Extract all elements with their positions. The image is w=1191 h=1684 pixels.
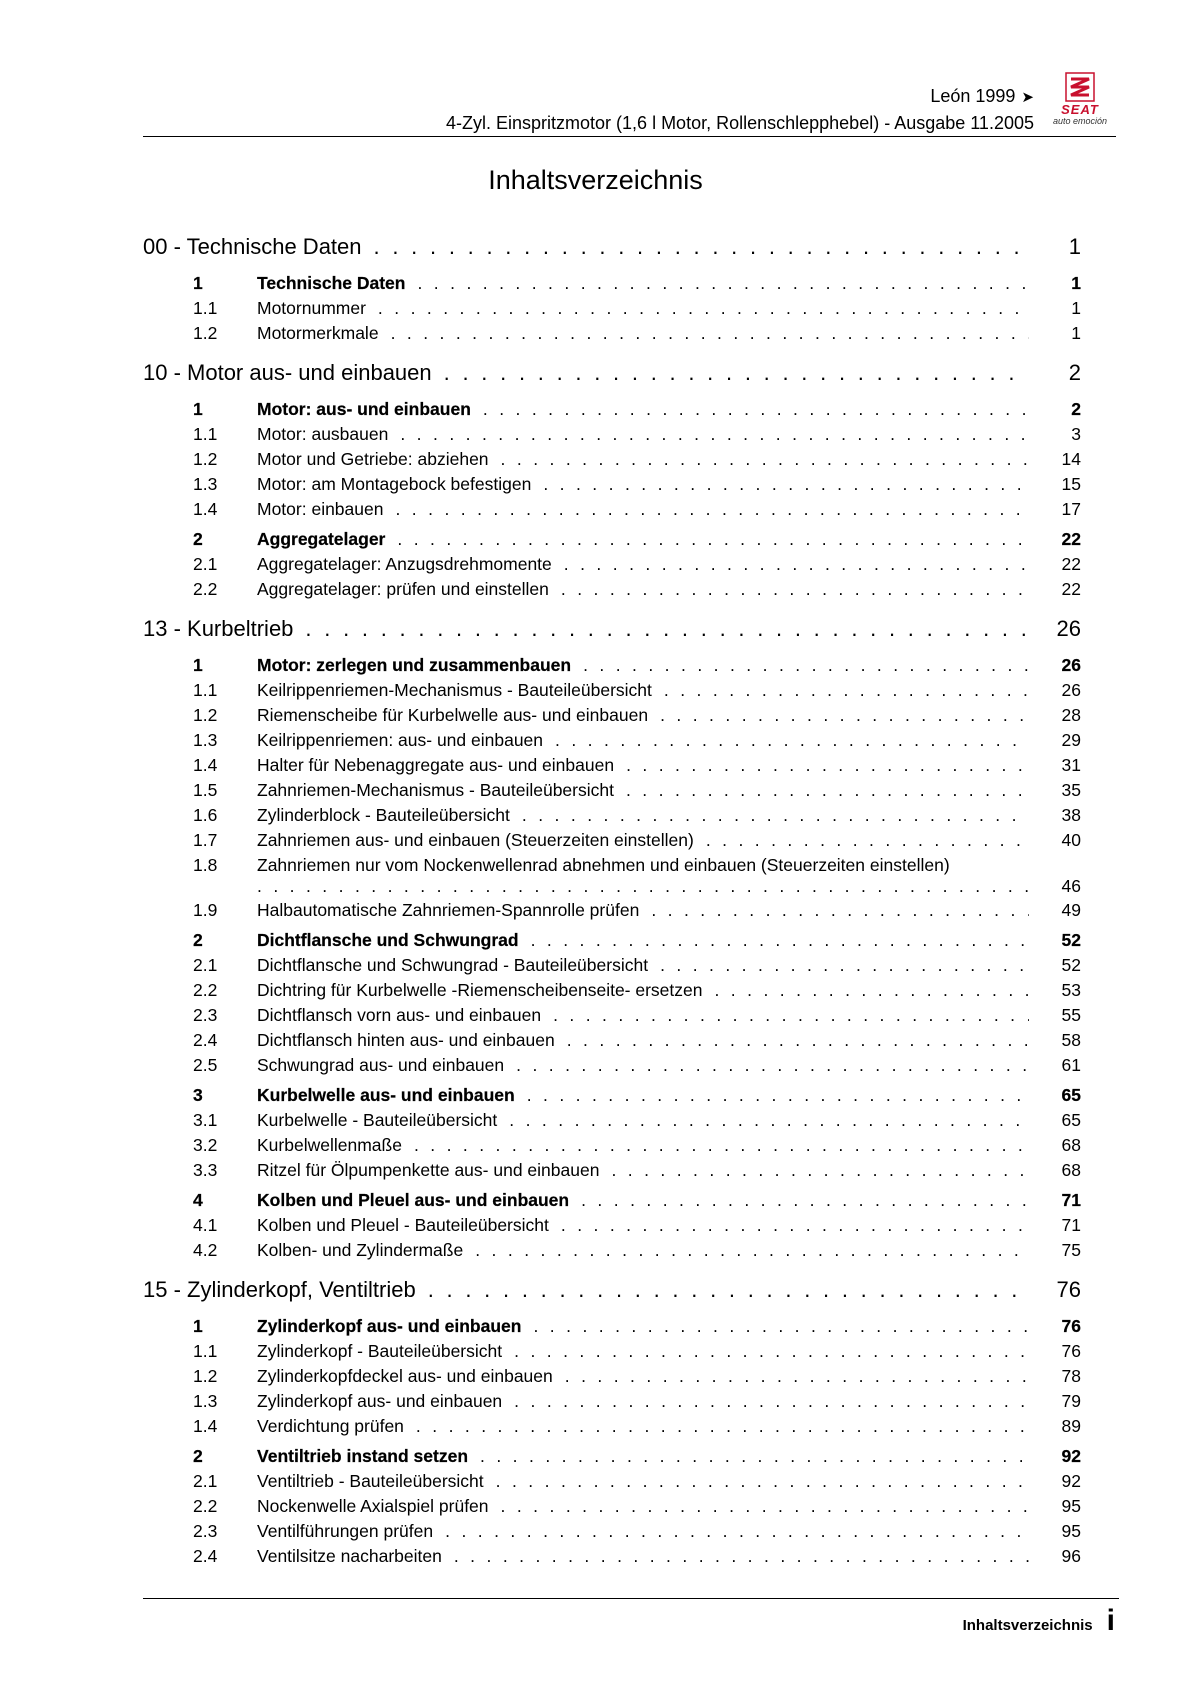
leader-dots [397, 529, 1029, 550]
toc-entry-row[interactable] [143, 1160, 1081, 1185]
entry-title: Ventilführungen prüfen [257, 1521, 434, 1541]
page-number: 53 [1061, 980, 1081, 1000]
leader-dots [561, 1215, 1029, 1236]
page-number: 2 [1068, 360, 1081, 385]
entry-number: 1.4 [193, 755, 218, 775]
toc-chapter-row[interactable] [143, 655, 1081, 680]
toc-entry-row[interactable] [143, 1215, 1081, 1240]
leader-dots [483, 399, 1029, 420]
toc-entry-row[interactable] [143, 499, 1081, 524]
toc-entry-row[interactable] [143, 730, 1081, 755]
page-number: 1 [1071, 298, 1081, 318]
page-number: 58 [1061, 1030, 1081, 1050]
entry-title: Ventiltrieb - Bauteileübersicht [257, 1471, 484, 1491]
entry-number: 1.1 [193, 1341, 218, 1361]
entry-title: Motor: ausbauen [257, 424, 389, 444]
chapter-title: Kolben und Pleuel aus- und einbauen [257, 1190, 570, 1210]
leader-dots [417, 273, 1029, 294]
page-number: 26 [1061, 655, 1081, 675]
entry-number: 2.1 [193, 1471, 218, 1491]
entry-number: 1.5 [193, 780, 218, 800]
leader-dots [564, 554, 1029, 575]
toc-entry-row[interactable] [143, 1240, 1081, 1265]
page-number: 76 [1061, 1341, 1081, 1361]
entry-number: 1.2 [193, 1366, 218, 1386]
leader-dots [475, 1240, 1029, 1261]
leader-dots [706, 830, 1029, 851]
page-number: 55 [1061, 1005, 1081, 1025]
toc-chapter-row[interactable] [143, 930, 1081, 955]
leader-dots [454, 1546, 1029, 1567]
page-footer [963, 1604, 1115, 1638]
leader-dots [561, 579, 1029, 600]
entry-title: Kurbelwelle - Bauteileübersicht [257, 1110, 498, 1130]
page-number: 22 [1061, 554, 1081, 574]
leader-dots [555, 730, 1029, 751]
leader-dots [533, 1316, 1029, 1337]
entry-title: Dichtflansch hinten aus- und einbauen [257, 1030, 555, 1050]
entry-number: 1.1 [193, 680, 218, 700]
leader-dots [374, 234, 1029, 260]
entry-number: 1.3 [193, 1391, 218, 1411]
leader-dots [611, 1160, 1029, 1181]
page-number: 76 [1056, 1277, 1081, 1302]
entry-title: Aggregatelager: Anzugsdrehmomente [257, 554, 552, 574]
entry-title: Dichtflansche und Schwungrad - Bauteileübersicht [257, 955, 649, 975]
toc-entry-row[interactable] [143, 855, 1081, 900]
toc-chapter-row[interactable] [143, 1190, 1081, 1215]
entry-title: Zylinderkopf aus- und einbauen [257, 1391, 503, 1411]
page-number: 65 [1061, 1110, 1081, 1130]
entry-title: Aggregatelager: prüfen und einstellen [257, 579, 549, 599]
page-number: 31 [1061, 755, 1081, 775]
page-number: 46 [1061, 876, 1081, 896]
entry-title: Motornummer [257, 298, 366, 318]
page-number: 22 [1061, 579, 1081, 599]
page-number: 15 [1061, 474, 1081, 494]
entry-title: Dichtring für Kurbelwelle -Riemenscheibenseite- ersetzen [257, 980, 703, 1000]
toc-entry-row[interactable] [143, 1496, 1081, 1521]
leader-dots [714, 980, 1029, 1001]
leader-dots [543, 474, 1029, 495]
leader-dots [626, 780, 1029, 801]
seat-logo [1044, 72, 1116, 128]
page-title: Inhaltsverzeichnis [488, 165, 703, 195]
entry-number: 2.3 [193, 1521, 218, 1541]
leader-dots [395, 499, 1029, 520]
chapter-number: 2 [193, 1446, 203, 1466]
leader-dots [400, 424, 1029, 445]
entry-number: 1.4 [193, 1416, 218, 1436]
entry-number: 4.2 [193, 1240, 218, 1260]
entry-title: Keilrippenriemen-Mechanismus - Bauteileübersicht [257, 680, 652, 700]
page-number: 79 [1061, 1391, 1081, 1411]
entry-title: Motormerkmale [257, 323, 379, 343]
page-number: 65 [1061, 1085, 1081, 1105]
toc-section-row[interactable] [143, 1277, 1081, 1311]
entry-number: 1.3 [193, 730, 218, 750]
toc-entry-row[interactable] [143, 805, 1081, 830]
toc-entry-row[interactable] [143, 323, 1081, 348]
page-number: 68 [1061, 1160, 1081, 1180]
toc-entry-row[interactable] [143, 830, 1081, 855]
toc-entry-row[interactable] [143, 554, 1081, 579]
entry-number: 1.2 [193, 323, 218, 343]
toc-entry-row[interactable] [143, 1521, 1081, 1546]
chapter-number: 1 [193, 399, 203, 419]
toc-entry-row[interactable] [143, 1391, 1081, 1416]
header-model-text: León 1999 [930, 86, 1016, 106]
toc-section [143, 1277, 1081, 1571]
entry-title: Halter für Nebenaggregate aus- und einbauen [257, 755, 615, 775]
entry-title: Kolben- und Zylindermaße [257, 1240, 464, 1260]
leader-dots [514, 1391, 1029, 1412]
entry-title: Zahnriemen aus- und einbauen (Steuerzeiten einstellen) [257, 830, 694, 850]
chapter-number: 1 [193, 273, 203, 293]
leader-dots [531, 930, 1029, 951]
leader-dots [660, 955, 1029, 976]
page-number: 1 [1068, 234, 1081, 259]
entry-number: 1.6 [193, 805, 218, 825]
toc-section-row[interactable] [143, 234, 1081, 268]
section-title: 10 - Motor aus- und einbauen [143, 360, 432, 385]
entry-number: 1.2 [193, 705, 218, 725]
leader-dots [257, 876, 1029, 897]
page-number: 26 [1056, 616, 1081, 641]
entry-title: Motor: einbauen [257, 499, 384, 519]
entry-number: 2.4 [193, 1030, 218, 1050]
page-number: 28 [1061, 705, 1081, 725]
leader-dots [664, 680, 1029, 701]
toc-entry-row[interactable] [143, 449, 1081, 474]
toc-section [143, 360, 1081, 604]
entry-number: 2.2 [193, 980, 218, 1000]
page-number: 22 [1061, 529, 1081, 549]
entry-title: Riemenscheibe für Kurbelwelle aus- und einbauen [257, 705, 649, 725]
leader-dots [527, 1085, 1029, 1106]
section-title: 00 - Technische Daten [143, 234, 362, 259]
page-number: 89 [1061, 1416, 1081, 1436]
page-number: 92 [1061, 1471, 1081, 1491]
toc-section-row[interactable] [143, 616, 1081, 650]
leader-dots [626, 755, 1029, 776]
toc-chapter-row[interactable] [143, 399, 1081, 424]
toc-entry-row[interactable] [143, 1110, 1081, 1135]
toc-entry-row[interactable] [143, 900, 1081, 925]
chapter-number: 4 [193, 1190, 203, 1210]
entry-number: 1.9 [193, 900, 218, 920]
leader-dots [516, 1055, 1029, 1076]
entry-number: 2.1 [193, 554, 218, 574]
page-number: 17 [1061, 499, 1081, 519]
leader-dots [480, 1446, 1029, 1467]
leader-dots [378, 298, 1029, 319]
leader-dots [391, 323, 1029, 344]
toc-chapter-row[interactable] [143, 529, 1081, 554]
entry-number: 1.4 [193, 499, 218, 519]
leader-dots [565, 1366, 1029, 1387]
toc-section [143, 234, 1081, 348]
toc-entry-row[interactable] [143, 780, 1081, 805]
entry-number: 2.2 [193, 579, 218, 599]
page-number: 95 [1061, 1496, 1081, 1516]
page-number: 75 [1061, 1240, 1081, 1260]
leader-dots [444, 360, 1029, 386]
entry-number: 1.7 [193, 830, 218, 850]
leader-dots [428, 1277, 1029, 1303]
leader-dots [414, 1135, 1029, 1156]
leader-dots [509, 1110, 1029, 1131]
toc-entry-row[interactable] [143, 424, 1081, 449]
toc-section [143, 616, 1081, 1265]
table-of-contents [143, 234, 1081, 1583]
leader-dots [501, 1496, 1029, 1517]
entry-title: Zahnriemen-Mechanismus - Bauteileübersicht [257, 780, 614, 800]
toc-chapter-row[interactable] [143, 1446, 1081, 1471]
entry-title: Zylinderkopfdeckel aus- und einbauen [257, 1366, 553, 1386]
entry-number: 1.3 [193, 474, 218, 494]
toc-chapter-row[interactable] [143, 273, 1081, 298]
entry-title: Kolben und Pleuel - Bauteileübersicht [257, 1215, 549, 1235]
toc-chapter-row[interactable] [143, 1085, 1081, 1110]
leader-dots [305, 616, 1029, 642]
chapter-title: Technische Daten [257, 273, 406, 293]
leader-dots [522, 805, 1029, 826]
toc-entry-row[interactable] [143, 1366, 1081, 1391]
page-number: 71 [1061, 1215, 1081, 1235]
logo-tagline: auto emoción [1052, 116, 1108, 126]
chapter-title: Aggregatelager [257, 529, 386, 549]
leader-dots [651, 900, 1029, 921]
entry-number: 2.5 [193, 1055, 218, 1075]
entry-title: Schwungrad aus- und einbauen [257, 1055, 505, 1075]
page-number: 49 [1061, 900, 1081, 920]
toc-entry-row[interactable] [143, 1416, 1081, 1441]
entry-title: Motor: am Montagebock befestigen [257, 474, 532, 494]
entry-title: Nockenwelle Axialspiel prüfen [257, 1496, 489, 1516]
entry-number: 2.2 [193, 1496, 218, 1516]
entry-number: 1.1 [193, 424, 218, 444]
page-number: 1 [1071, 273, 1081, 293]
page-number: 35 [1061, 780, 1081, 800]
chapter-title: Dichtflansche und Schwungrad [257, 930, 519, 950]
toc-entry-row[interactable] [143, 298, 1081, 323]
entry-title: Zahnriemen nur vom Nockenwellenrad abnehmen und einbauen (Steuerzeiten einstellen) [257, 855, 950, 875]
page-number: 78 [1061, 1366, 1081, 1386]
leader-dots [581, 1190, 1029, 1211]
toc-entry-row[interactable] [143, 1471, 1081, 1496]
toc-entry-row[interactable] [143, 1341, 1081, 1366]
entry-number: 4.1 [193, 1215, 218, 1235]
page-number: 68 [1061, 1135, 1081, 1155]
entry-title: Zylinderkopf - Bauteileübersicht [257, 1341, 503, 1361]
entry-number: 2.1 [193, 955, 218, 975]
page-number: 3 [1071, 424, 1081, 444]
page-number: 26 [1061, 680, 1081, 700]
toc-entry-row[interactable] [143, 579, 1081, 604]
entry-title: Ritzel für Ölpumpenkette aus- und einbauen [257, 1160, 600, 1180]
chapter-number: 1 [193, 1316, 203, 1336]
page-number: 92 [1061, 1446, 1081, 1466]
page-number: 52 [1061, 955, 1081, 975]
toc-entry-row[interactable] [143, 680, 1081, 705]
page-number: 95 [1061, 1521, 1081, 1541]
arrow-right-icon: ➤ [1021, 89, 1034, 106]
page-number: 40 [1061, 830, 1081, 850]
chapter-title: Motor: aus- und einbauen [257, 399, 471, 419]
toc-entry-row[interactable] [143, 1055, 1081, 1080]
page-number: 52 [1061, 930, 1081, 950]
entry-number: 2.4 [193, 1546, 218, 1566]
page-number: 76 [1061, 1316, 1081, 1336]
page-number: 38 [1061, 805, 1081, 825]
toc-entry-row[interactable] [143, 1030, 1081, 1055]
footer-label: Inhaltsverzeichnis [962, 1617, 1093, 1634]
entry-title: Keilrippenriemen: aus- und einbauen [257, 730, 544, 750]
entry-title: Ventilsitze nacharbeiten [257, 1546, 442, 1566]
chapter-title: Ventiltrieb instand setzen [257, 1446, 469, 1466]
page-number: 96 [1061, 1546, 1081, 1566]
entry-number: 1.8 [193, 855, 218, 875]
header-subtitle: 4-Zyl. Einspritzmotor (1,6 l Motor, Rollenschlepphebel) - Ausgabe 11.2005 [446, 113, 1034, 133]
leader-dots [583, 655, 1029, 676]
toc-section-row[interactable] [143, 360, 1081, 394]
seat-emblem-icon [1065, 72, 1095, 102]
toc-entry-row[interactable] [143, 980, 1081, 1005]
chapter-title: Kurbelwelle aus- und einbauen [257, 1085, 515, 1105]
toc-entry-row[interactable] [143, 474, 1081, 499]
chapter-number: 2 [193, 529, 203, 549]
footer-rule [143, 1598, 1119, 1599]
leader-dots [567, 1030, 1029, 1051]
toc-entry-row[interactable] [143, 1546, 1081, 1571]
toc-entry-row[interactable] [143, 955, 1081, 980]
section-title: 15 - Zylinderkopf, Ventiltrieb [143, 1277, 416, 1302]
toc-entry-row[interactable] [143, 755, 1081, 780]
entry-number: 2.3 [193, 1005, 218, 1025]
entry-number: 1.1 [193, 298, 218, 318]
page-number: 2 [1071, 399, 1081, 419]
toc-entry-line [143, 855, 1081, 876]
leader-dots [445, 1521, 1029, 1542]
leader-dots [496, 1471, 1029, 1492]
chapter-title: Motor: zerlegen und zusammenbauen [257, 655, 572, 675]
leader-dots [416, 1416, 1029, 1437]
page-number: 29 [1061, 730, 1081, 750]
entry-title: Dichtflansch vorn aus- und einbauen [257, 1005, 542, 1025]
chapter-title: Zylinderkopf aus- und einbauen [257, 1316, 522, 1336]
leader-dots [553, 1005, 1029, 1026]
entry-number: 3.2 [193, 1135, 218, 1155]
page-number: 71 [1061, 1190, 1081, 1210]
entry-title: Kurbelwellenmaße [257, 1135, 402, 1155]
toc-entry-row[interactable] [143, 705, 1081, 730]
entry-title: Motor und Getriebe: abziehen [257, 449, 489, 469]
page-number: 61 [1061, 1055, 1081, 1075]
page-number: 14 [1061, 449, 1081, 469]
entry-number: 1.2 [193, 449, 218, 469]
header-model [930, 86, 1034, 107]
entry-number: 3.3 [193, 1160, 218, 1180]
leader-dots [514, 1341, 1029, 1362]
logo-wordmark: SEAT [1061, 102, 1099, 117]
leader-dots [501, 449, 1029, 470]
header-rule [143, 136, 1116, 137]
entry-title: Zylinderblock - Bauteileübersicht [257, 805, 510, 825]
entry-title: Verdichtung prüfen [257, 1416, 404, 1436]
chapter-number: 2 [193, 930, 203, 950]
leader-dots [660, 705, 1029, 726]
entry-title: Halbautomatische Zahnriemen-Spannrolle prüfen [257, 900, 640, 920]
chapter-number: 1 [193, 655, 203, 675]
section-title: 13 - Kurbeltrieb [143, 616, 294, 641]
page-number: 1 [1071, 323, 1081, 343]
toc-chapter-row[interactable] [143, 1316, 1081, 1341]
toc-entry-line [143, 876, 1081, 897]
toc-entry-row[interactable] [143, 1135, 1081, 1160]
chapter-number: 3 [193, 1085, 203, 1105]
toc-entry-row[interactable] [143, 1005, 1081, 1030]
entry-number: 3.1 [193, 1110, 218, 1130]
footer-page-number: i [1106, 1604, 1115, 1637]
